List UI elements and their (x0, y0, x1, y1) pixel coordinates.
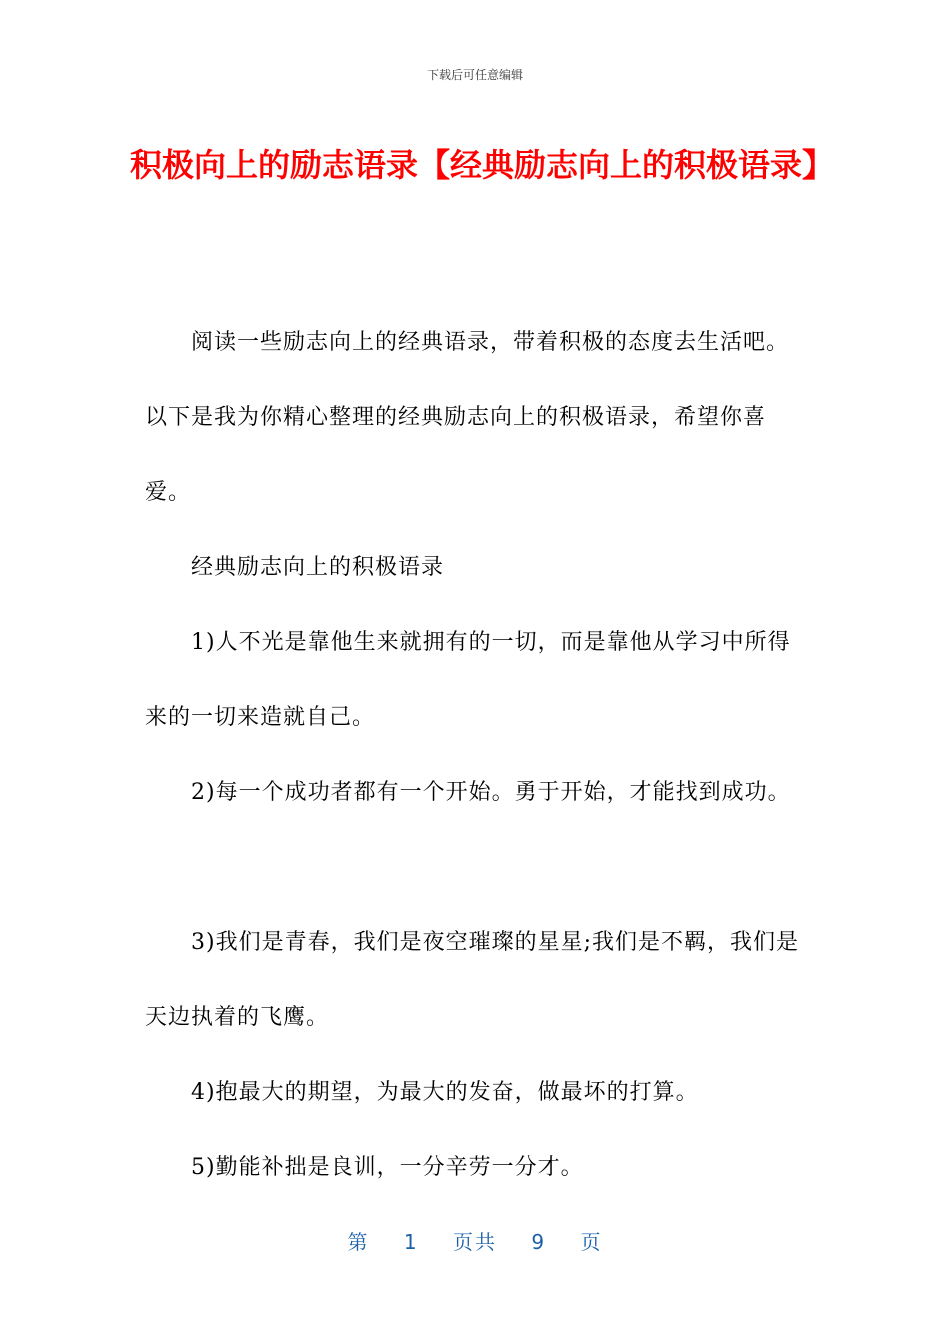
section-heading: 经典励志向上的积极语录 (191, 555, 445, 580)
quote-paragraph: 5)勤能补拙是良训，一分辛劳一分才。 (191, 1155, 584, 1180)
footer-suffix: 页 (580, 1230, 603, 1254)
footer-prefix: 第 (347, 1230, 370, 1254)
header-note: 下载后可任意编辑 (426, 68, 523, 82)
blank-line (145, 830, 810, 905)
quote-paragraph: 3)我们是青春，我们是夜空璀璨的星星;我们是不羁，我们是天边执着的飞鹰。 (145, 930, 799, 1030)
intro-paragraph: 阅读一些励志向上的经典语录，带着积极的态度去生活吧。以下是我为你精心整理的经典励志向上的积极语录，希望你喜爱。 (145, 330, 790, 505)
quote-paragraph: 1)人不光是靠他生来就拥有的一切，而是靠他从学习中所得来的一切来造就自己。 (145, 630, 791, 730)
footer-page-number: 1 (403, 1230, 419, 1254)
page-footer (0, 1226, 950, 1255)
document-body (145, 305, 810, 1205)
document-title: 积极向上的励志语录【经典励志向上的积极语录】 (130, 146, 835, 184)
footer-middle: 页共 (453, 1230, 497, 1254)
quote-paragraph: 4)抱最大的期望，为最大的发奋，做最坏的打算。 (191, 1080, 699, 1105)
quote-paragraph: 2)每一个成功者都有一个开始。勇于开始，才能找到成功。 (191, 780, 791, 805)
footer-total-pages: 9 (531, 1230, 547, 1254)
